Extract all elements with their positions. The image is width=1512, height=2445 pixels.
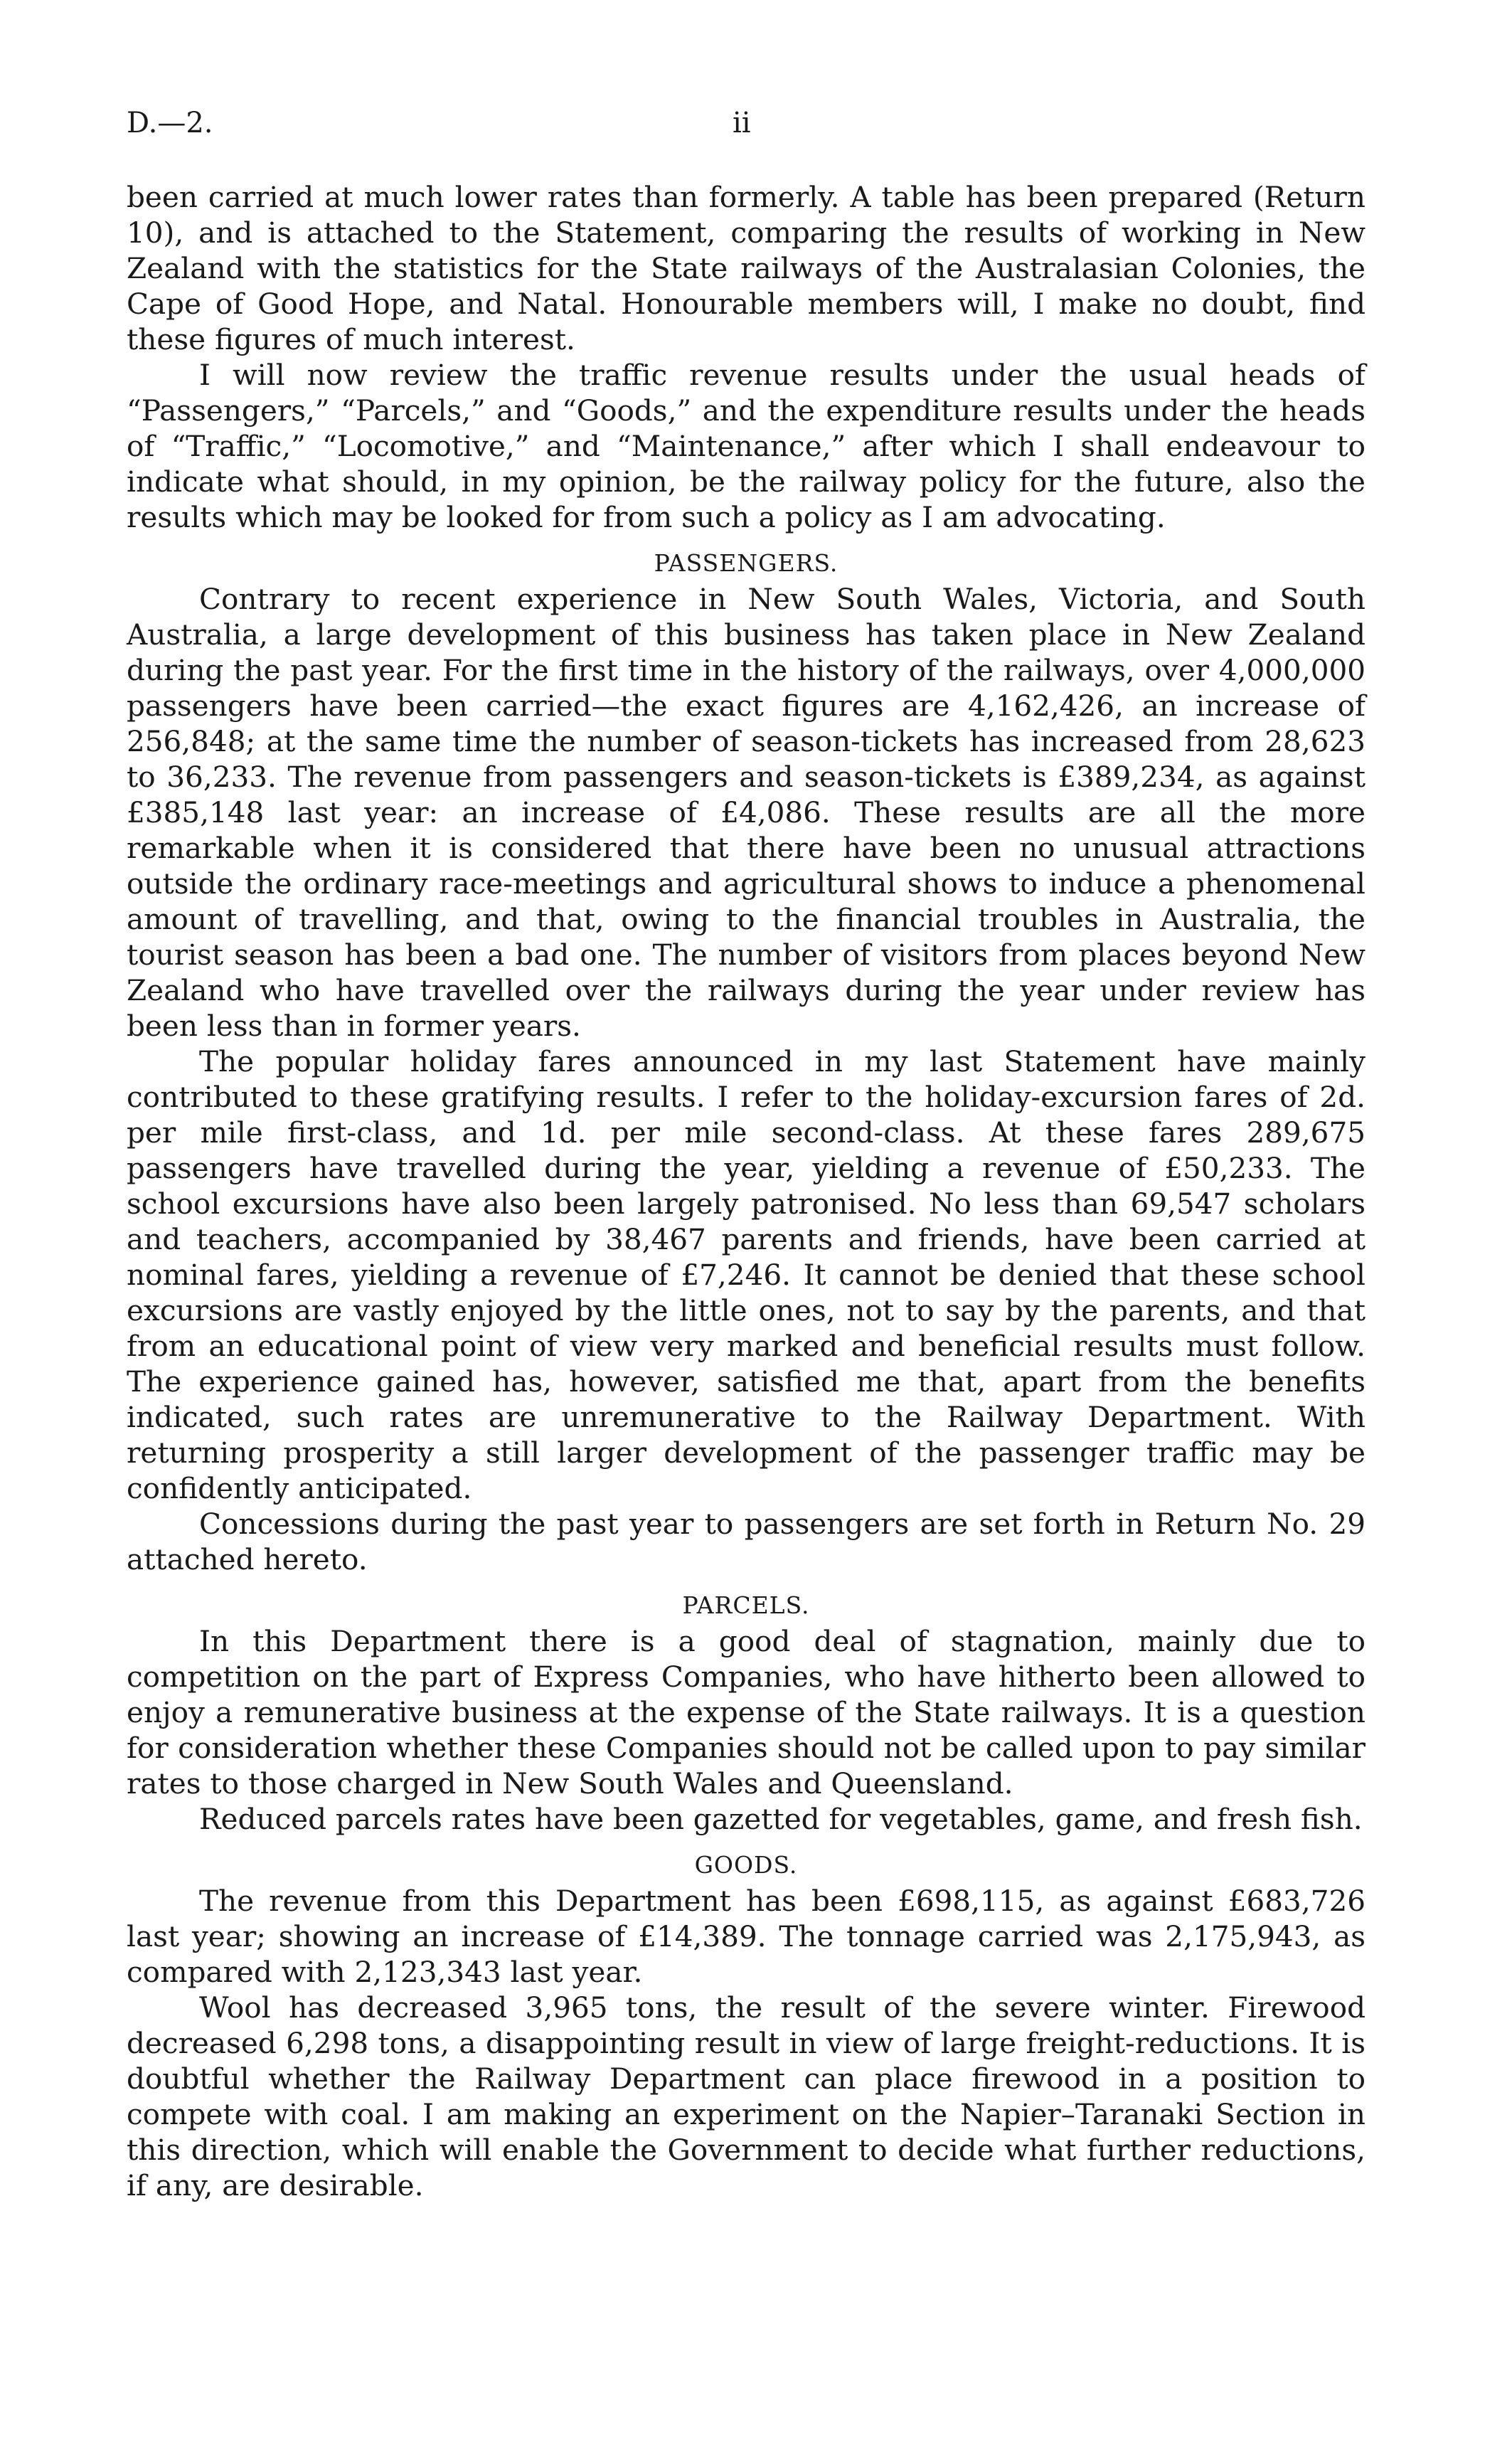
paragraph-passengers-3: Concessions during the past year to passengers are set forth in Return No. 29 attached hereto. (127, 1507, 1365, 1576)
paragraph-passengers-2: The popular holiday fares announced in my last Statement have mainly contributed to these gratifying results. I refer to the holiday-excursion fares of 2d. per mile first-class, and 1d. per mile second-class. At these fares 289,675 passengers have travelled during the year, yielding a revenue of £50,233. The school excursions have also been largely patronised. No less than 69,547 scholars and teachers, accompanied by 38,467 parents and friends, have been carried at nominal fares, yielding a revenue of £7,246. It cannot be denied that these school excursions are vastly enjoyed by the little ones, not to say by the parents, and that from an educational point of view very marked and beneficial results must follow. The experience gained has, however, satisfied me that, apart from the benefits indicated, such rates are unremunerative to the Railway Department. With returning prosperity a still larger development of the passenger traffic may be confidently anticipated. (127, 1044, 1365, 1505)
section-heading-parcels: PARCELS. (682, 1591, 810, 1619)
page-number: ii (733, 107, 751, 139)
document-code: D.—2. (127, 107, 213, 139)
paragraph-goods-2: Wool has decreased 3,965 tons, the result of the severe winter. Firewood decreased 6,298 tons, a disappointing result in view of large freight-reductions. It is doubtful whether the Railway Department can place firewood in a position to compete with coal. I am making an experiment on the Napier–Taranaki Section in this direction, which will enable the Government to decide what further reductions, if any, are desirable. (127, 1990, 1365, 2202)
paragraph-goods-1: The revenue from this Department has been £698,115, as against £683,726 last year; showing an increase of £14,389. The tonnage carried was 2,175,943, as compared with 2,123,343 last year. (127, 1884, 1365, 1989)
paragraph-parcels-2: Reduced parcels rates have been gazetted for vegetables, game, and fresh fish. (199, 1802, 1363, 1836)
paragraph-passengers-1: Contrary to recent experience in New South Wales, Victoria, and South Australia, a large development of this business has taken place in New Zealand during the past year. For the first time in the history of the railways, over 4,000,000 passengers have been carried—the exact figures are 4,162,426, an increase of 256,848; at the same time the number of season-tickets has increased from 28,623 to 36,233. The revenue from passengers and season-tickets is £389,234, as against £385,148 last year: an increase of £4,086. These results are all the more remarkable when it is considered that there have been no unusual attractions outside the ordinary race-meetings and agricultural shows to induce a phenomenal amount of travelling, and that, owing to the financial troubles in Australia, the tourist season has been a bad one. The number of visitors from places beyond New Zealand who have travelled over the railways during the year under review has been less than in former years. (127, 582, 1365, 1043)
paragraph-parcels-1: In this Department there is a good deal of stagnation, mainly due to competition on the part of Express Companies, who have hitherto been allowed to enjoy a remunerative business at the expense of the State railways. It is a question for consideration whether these Companies should not be called upon to pay similar rates to those charged in New South Wales and Queensland. (127, 1624, 1365, 1800)
body-text (127, 179, 1365, 2203)
section-heading-passengers: PASSENGERS. (654, 549, 838, 577)
paragraph-intro: been carried at much lower rates than formerly. A table has been prepared (Return 10), and is attached to the Statement, comparing the results of working in New Zealand with the statistics for the State railways of the Australasian Colonies, the Cape of Good Hope, and Natal. Honourable members will, I make no doubt, find these figures of much interest. (127, 180, 1365, 356)
paragraph-review: I will now review the traffic revenue results under the usual heads of “Passengers,” “Parcels,” and “Goods,” and the expenditure results under the heads of “Traffic,” “Locomotive,” and “Maintenance,” after which I shall endeavour to indicate what should, in my opinion, be the railway policy for the future, also the results which may be looked for from such a policy as I am advocating. (127, 358, 1365, 534)
section-heading-goods: GOODS. (694, 1851, 798, 1879)
page-header (127, 107, 1365, 149)
